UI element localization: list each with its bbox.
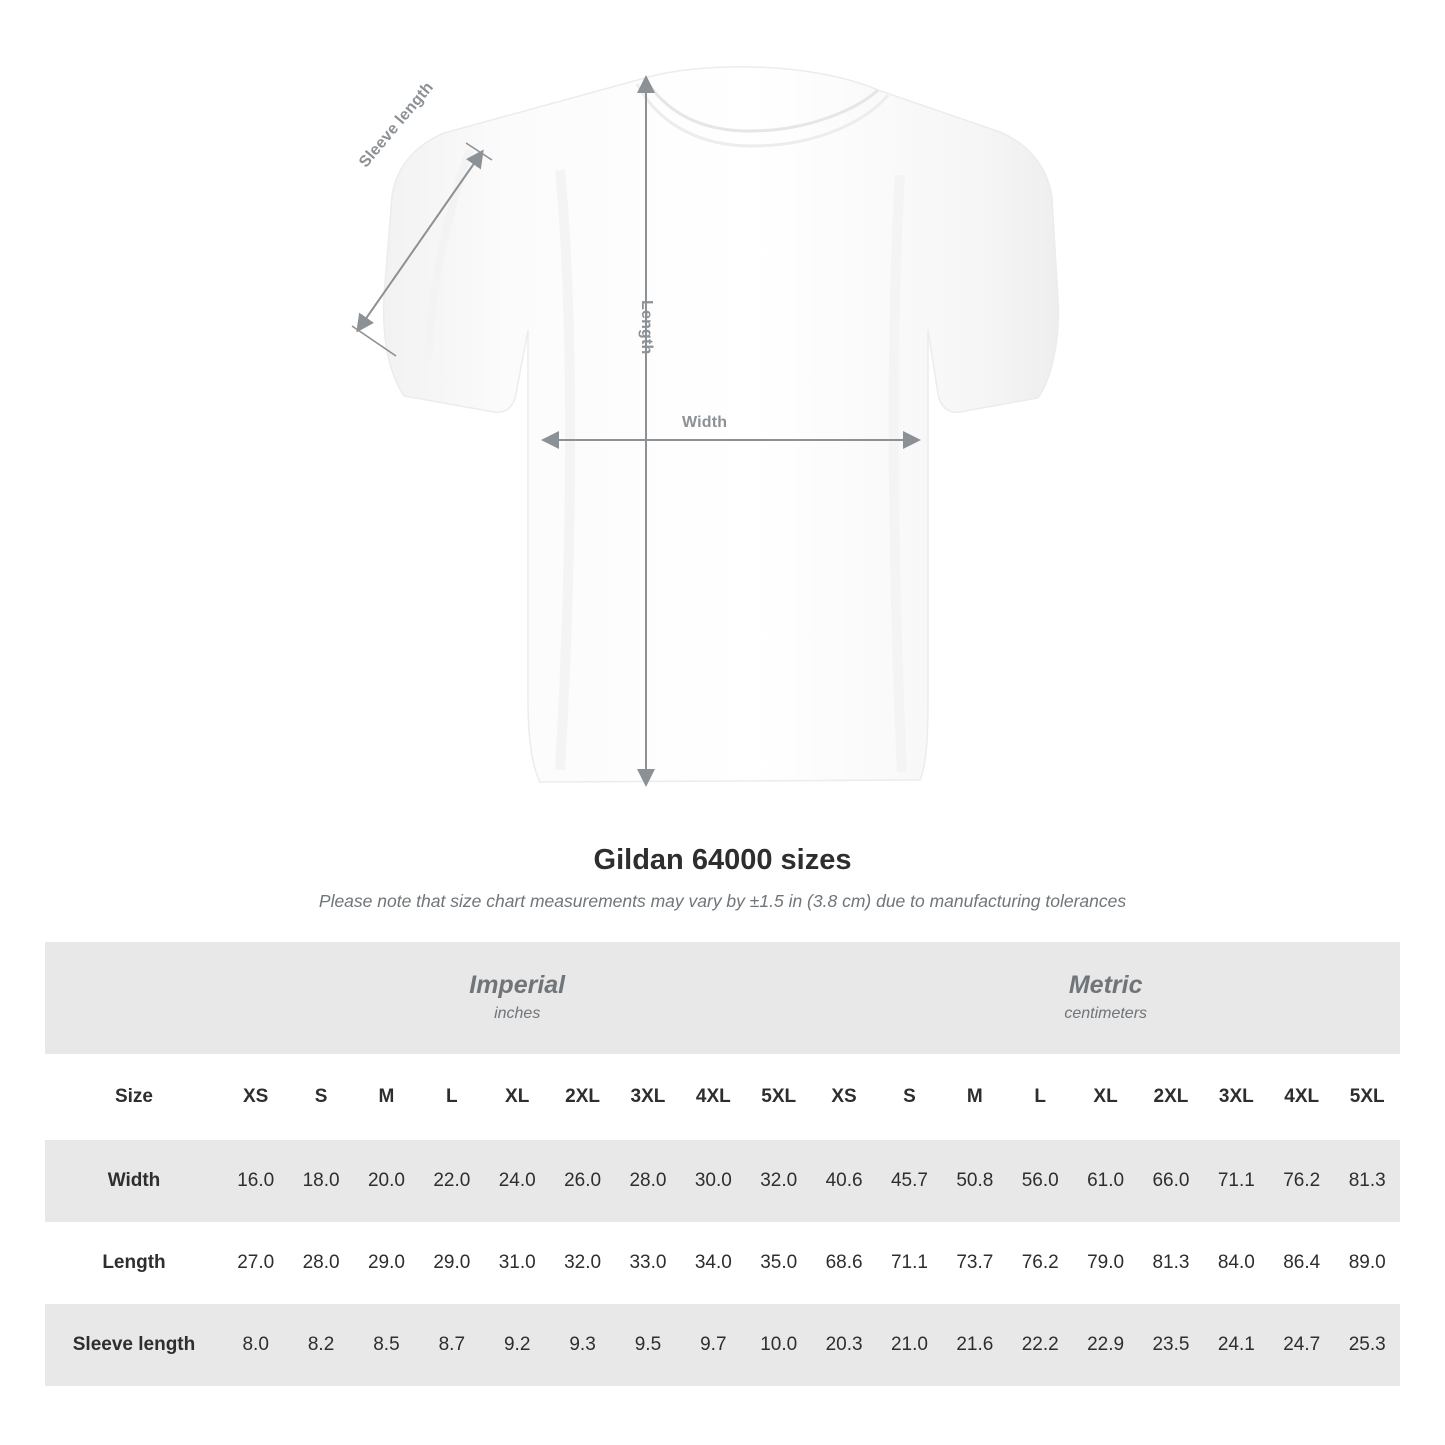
cell-width-metric-7: 76.2 xyxy=(1269,1140,1334,1222)
cell-width-imperial-4: 24.0 xyxy=(485,1140,550,1222)
unit-group-imperial-name: Imperial xyxy=(469,970,566,999)
cell-length-metric-3: 76.2 xyxy=(1008,1222,1073,1304)
chart-heading xyxy=(0,844,1445,912)
tolerance-note: Please note that size chart measurements may vary by ±1.5 in (3.8 cm) due to manufacturing tolerances xyxy=(318,891,1127,911)
cell-sleeve-metric-4: 22.9 xyxy=(1073,1304,1138,1386)
header-col-17: 5XL xyxy=(1334,1054,1400,1140)
cell-sleeve-metric-1: 21.0 xyxy=(877,1304,942,1386)
cell-length-metric-8: 89.0 xyxy=(1334,1222,1400,1304)
cell-sleeve-metric-7: 24.7 xyxy=(1269,1304,1334,1386)
cell-length-metric-2: 73.7 xyxy=(942,1222,1007,1304)
cell-width-metric-3: 56.0 xyxy=(1008,1140,1073,1222)
header-col-6: 3XL xyxy=(615,1054,680,1140)
cell-width-imperial-3: 22.0 xyxy=(419,1140,484,1222)
cell-width-metric-2: 50.8 xyxy=(942,1140,1007,1222)
cell-length-imperial-1: 28.0 xyxy=(288,1222,353,1304)
cell-width-metric-1: 45.7 xyxy=(877,1140,942,1222)
cell-length-imperial-3: 29.0 xyxy=(419,1222,484,1304)
unit-group-metric-sub: centimeters xyxy=(1064,1004,1148,1022)
width-label: Width xyxy=(682,414,728,431)
size-chart-table-wrapper xyxy=(0,942,1445,1386)
table-row xyxy=(45,1304,1400,1386)
header-col-11: M xyxy=(942,1054,1007,1140)
cell-length-imperial-0: 27.0 xyxy=(223,1222,288,1304)
cell-length-metric-6: 84.0 xyxy=(1204,1222,1269,1304)
cell-width-imperial-6: 28.0 xyxy=(615,1140,680,1222)
cell-sleeve-imperial-1: 8.2 xyxy=(288,1304,353,1386)
unit-group-imperial-sub: inches xyxy=(494,1004,541,1022)
header-col-7: 4XL xyxy=(681,1054,746,1140)
header-col-14: 2XL xyxy=(1138,1054,1203,1140)
cell-length-metric-1: 71.1 xyxy=(877,1222,942,1304)
header-col-1: S xyxy=(288,1054,353,1140)
table-row xyxy=(45,1222,1400,1304)
cell-width-imperial-1: 18.0 xyxy=(288,1140,353,1222)
header-col-5: 2XL xyxy=(550,1054,615,1140)
unit-group-metric-name: Metric xyxy=(1068,970,1143,999)
cell-length-imperial-6: 33.0 xyxy=(615,1222,680,1304)
cell-sleeve-imperial-0: 8.0 xyxy=(223,1304,288,1386)
cell-width-imperial-2: 20.0 xyxy=(354,1140,419,1222)
row-label-sleeve-length: Sleeve length xyxy=(45,1304,223,1386)
cell-sleeve-imperial-7: 9.7 xyxy=(681,1304,746,1386)
cell-length-imperial-7: 34.0 xyxy=(681,1222,746,1304)
header-col-2: M xyxy=(354,1054,419,1140)
size-chart-table xyxy=(45,942,1400,1386)
cell-length-imperial-2: 29.0 xyxy=(354,1222,419,1304)
cell-sleeve-imperial-5: 9.3 xyxy=(550,1304,615,1386)
cell-width-metric-0: 40.6 xyxy=(811,1140,876,1222)
row-label-width: Width xyxy=(45,1140,223,1222)
cell-length-metric-0: 68.6 xyxy=(811,1222,876,1304)
length-label: Length xyxy=(638,300,655,355)
cell-sleeve-metric-3: 22.2 xyxy=(1008,1304,1073,1386)
cell-length-metric-7: 86.4 xyxy=(1269,1222,1334,1304)
cell-length-imperial-8: 35.0 xyxy=(746,1222,811,1304)
page-title: Gildan 64000 sizes xyxy=(593,844,852,876)
cell-length-imperial-5: 32.0 xyxy=(550,1222,615,1304)
cell-sleeve-imperial-6: 9.5 xyxy=(615,1304,680,1386)
cell-sleeve-imperial-2: 8.5 xyxy=(354,1304,419,1386)
cell-width-metric-8: 81.3 xyxy=(1334,1140,1400,1222)
cell-width-imperial-0: 16.0 xyxy=(223,1140,288,1222)
cell-width-metric-5: 66.0 xyxy=(1138,1140,1203,1222)
cell-sleeve-imperial-3: 8.7 xyxy=(419,1304,484,1386)
cell-width-imperial-7: 30.0 xyxy=(681,1140,746,1222)
cell-width-imperial-8: 32.0 xyxy=(746,1140,811,1222)
cell-sleeve-metric-5: 23.5 xyxy=(1138,1304,1203,1386)
cell-sleeve-metric-0: 20.3 xyxy=(811,1304,876,1386)
table-row xyxy=(45,1140,1400,1222)
header-col-0: XS xyxy=(223,1054,288,1140)
unit-band-row xyxy=(45,942,1400,1054)
cell-length-metric-4: 79.0 xyxy=(1073,1222,1138,1304)
cell-length-metric-5: 81.3 xyxy=(1138,1222,1203,1304)
header-col-4: XL xyxy=(485,1054,550,1140)
header-col-10: S xyxy=(877,1054,942,1140)
sleeve-length-label: Sleeve length xyxy=(356,78,437,171)
row-label-length: Length xyxy=(45,1222,223,1304)
unit-group-imperial xyxy=(223,942,811,1054)
unit-group-metric xyxy=(811,942,1400,1054)
header-size-label: Size xyxy=(45,1054,223,1140)
table-header-row xyxy=(45,1054,1400,1140)
cell-sleeve-imperial-8: 10.0 xyxy=(746,1304,811,1386)
cell-width-metric-4: 61.0 xyxy=(1073,1140,1138,1222)
cell-width-imperial-5: 26.0 xyxy=(550,1140,615,1222)
header-col-8: 5XL xyxy=(746,1054,811,1140)
header-col-3: L xyxy=(419,1054,484,1140)
cell-sleeve-metric-2: 21.6 xyxy=(942,1304,1007,1386)
header-col-15: 3XL xyxy=(1204,1054,1269,1140)
cell-sleeve-imperial-4: 9.2 xyxy=(485,1304,550,1386)
header-col-12: L xyxy=(1008,1054,1073,1140)
cell-sleeve-metric-6: 24.1 xyxy=(1204,1304,1269,1386)
unit-band-spacer xyxy=(45,942,223,1054)
cell-sleeve-metric-8: 25.3 xyxy=(1334,1304,1400,1386)
header-col-9: XS xyxy=(811,1054,876,1140)
header-col-16: 4XL xyxy=(1269,1054,1334,1140)
cell-width-metric-6: 71.1 xyxy=(1204,1140,1269,1222)
cell-length-imperial-4: 31.0 xyxy=(485,1222,550,1304)
header-col-13: XL xyxy=(1073,1054,1138,1140)
